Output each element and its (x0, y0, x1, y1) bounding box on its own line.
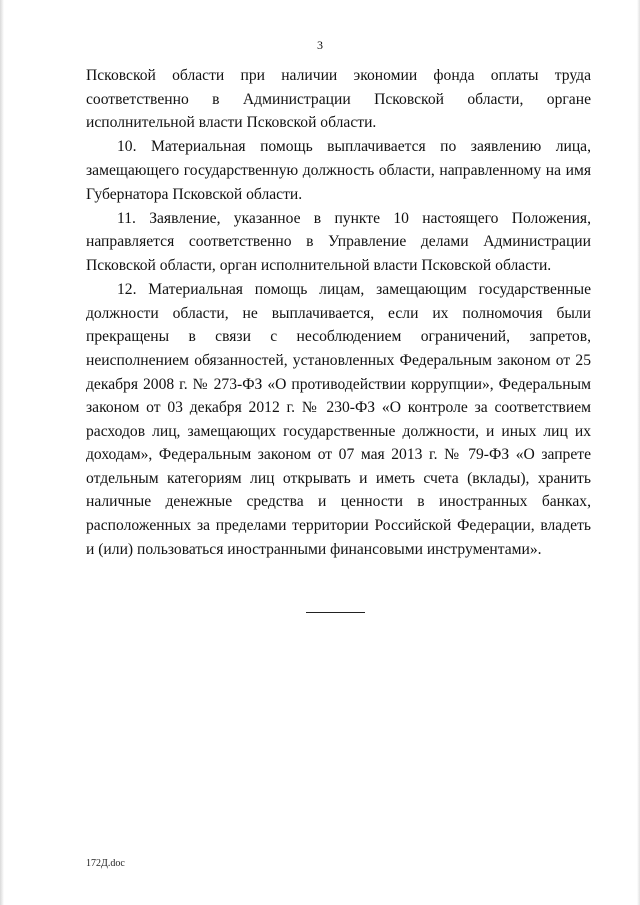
end-separator-line (306, 612, 365, 613)
page-number: 3 (317, 38, 323, 52)
paragraph-11: 11. Заявление, указанное в пункте 10 настоящего Положения, направляется соответственно в Управление делами Администрации Псковской области, орган исполнительной власти Псковской области. (86, 209, 591, 274)
paragraph-10: 10. Материальная помощь выплачивается по заявлению лица, замещающего государственную должность области, направленному на имя Губернатора Псковской области. (86, 138, 591, 203)
paragraph-continuation: Псковской области при наличии экономии фонда оплаты труда соответственно в Администрации Псковской области, органе исполнительной власти Псковской области. (86, 67, 591, 132)
scan-edge-left (0, 0, 4, 905)
document-body (86, 64, 591, 562)
footer-filename: 172Д.doc (86, 858, 125, 869)
paragraph-12: 12. Материальная помощь лицам, замещающим государственные должности области, не выплачивается, если их полномочия были прекращены в связи с несоблюдением ограничений, запретов, неисполнением обязанностей, установленных Федеральным законом от 25 декабря 2008 г. № 273-ФЗ «О противодействии коррупции», Федеральным законом от 03 декабря 2012 г. № 230-ФЗ «О контроле за соответствием расходов лиц, замещающих государственные должности, и иных лиц их доходам», Федеральным законом от 07 мая 2013 г. № 79-ФЗ «О запрете отдельным категориям лиц открывать и иметь счета (вклады), хранить наличные денежные средства и ценности в иностранных банках, расположенных за пределами территории Российской Федерации, владеть и (или) пользоваться иностранными финансовыми инструментами». (86, 281, 591, 558)
